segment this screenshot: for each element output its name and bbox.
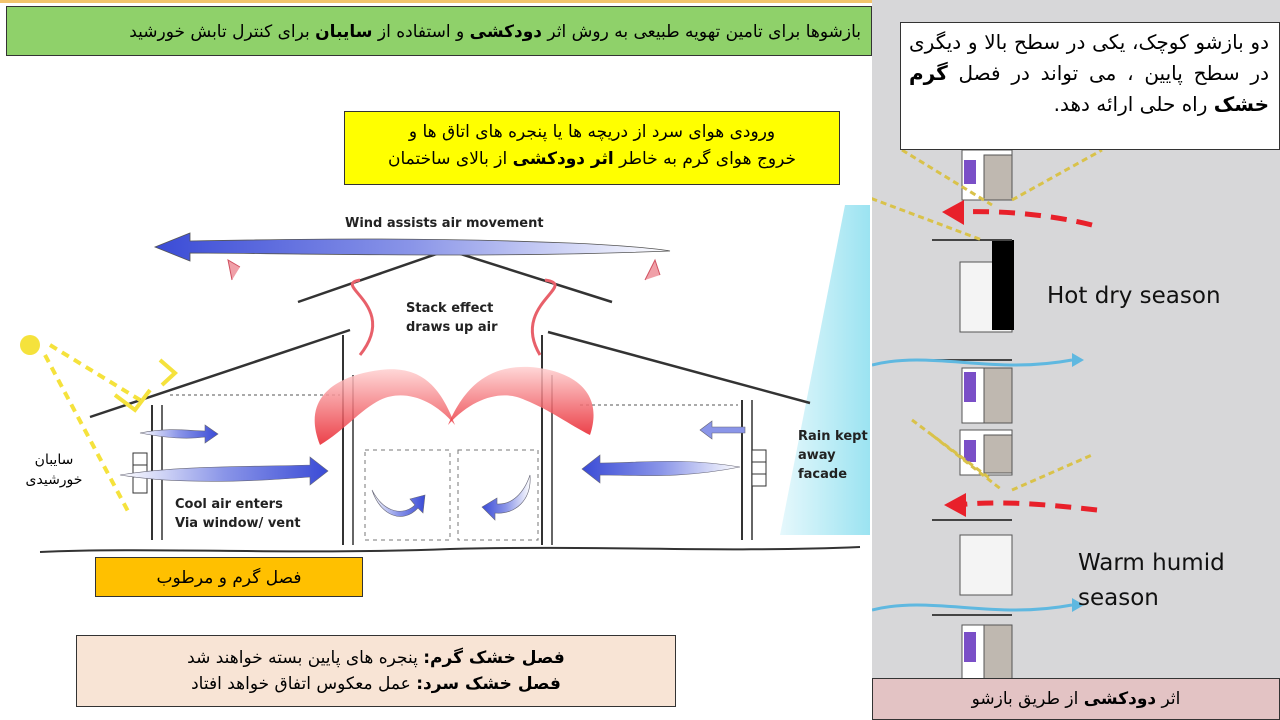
season-note-hot-dry bbox=[77, 645, 675, 671]
right-roof bbox=[548, 332, 810, 403]
season-notes bbox=[76, 635, 676, 707]
season-note-cold-dry-text: عمل معکوس اتفاق خواهد افتاد bbox=[191, 674, 417, 694]
swirl-right bbox=[482, 475, 530, 520]
rain-label-2: away bbox=[798, 448, 836, 463]
cool-air-note-line2-b: از بالای ساختمان bbox=[387, 149, 513, 169]
cool-air-arrow-right-upper bbox=[700, 421, 745, 439]
two-openings-bold: گرم خشک bbox=[909, 61, 1269, 116]
cool-air-note bbox=[344, 111, 840, 185]
cool-air-arrow-right bbox=[582, 455, 740, 483]
cool-air-label-1: Cool air enters bbox=[175, 497, 283, 512]
season-note-cold-dry bbox=[77, 671, 675, 697]
black-shaft bbox=[992, 240, 1014, 330]
center-roof bbox=[298, 250, 612, 302]
season-note-hot-dry-text: پنجره های پایین بسته خواهند شد bbox=[187, 648, 424, 668]
wind-label: Wind assists air movement bbox=[345, 216, 544, 231]
two-openings-note bbox=[900, 22, 1280, 150]
two-openings-text-1: دو بازشو کوچک، یکی در سطح بالا و دیگری در سطح پایین ، می تواند در فصل bbox=[909, 30, 1269, 85]
ventilation-diagram bbox=[0, 195, 870, 585]
cool-air-note-line2-bold: اثر دودکشی bbox=[512, 149, 614, 169]
ground-line bbox=[40, 547, 860, 552]
stack-caption-text-1: اثر bbox=[1156, 689, 1181, 709]
wind-arrow bbox=[155, 233, 670, 261]
season-note-cold-dry-bold: فصل خشک سرد: bbox=[416, 674, 561, 694]
stack-effect-caption bbox=[872, 678, 1280, 720]
two-openings-text-2: راه حلی ارائه دهد. bbox=[1053, 92, 1214, 116]
title-bold-2: سایبان bbox=[315, 22, 373, 42]
cool-air-note-line2 bbox=[357, 146, 827, 173]
stack-label-2: draws up air bbox=[406, 320, 498, 335]
title-text-3: برای کنترل تابش خورشید bbox=[129, 22, 316, 42]
sun-shade-label bbox=[14, 450, 94, 490]
sun-shade-label-line2: خورشیدی bbox=[25, 472, 83, 488]
rain-label-3: facade bbox=[798, 467, 848, 482]
cool-air-label-2: Via window/ vent bbox=[175, 516, 301, 531]
hot-dry-label: Hot dry season bbox=[1047, 283, 1221, 309]
cool-air-note-line1: ورودی هوای سرد از دریچه ها یا پنجره های اتاق ها و bbox=[408, 122, 776, 142]
title-text-2: و استفاده از bbox=[372, 22, 470, 42]
rain-curtain bbox=[780, 205, 870, 535]
sun-icon bbox=[20, 335, 40, 355]
stack-arrow-left bbox=[315, 369, 455, 445]
stack-label-1: Stack effect bbox=[406, 301, 494, 316]
stack-caption-bold: دودکشی bbox=[1083, 689, 1157, 709]
right-window bbox=[752, 450, 766, 486]
title-box bbox=[6, 6, 872, 56]
title-text-1: بازشوها برای تامین تهویه طبیعی به روش اثر bbox=[542, 22, 861, 42]
hot-humid-season-label: فصل گرم و مرطوب bbox=[95, 557, 363, 597]
sun-shade-label-line1: سایبان bbox=[34, 452, 74, 468]
title-bold-1: دودکشی bbox=[469, 22, 543, 42]
dashed-box-left bbox=[365, 450, 450, 540]
swirl-left bbox=[372, 490, 425, 516]
season-note-hot-dry-bold: فصل خشک گرم: bbox=[423, 648, 565, 668]
stack-caption-text-2: از طریق بازشو bbox=[971, 689, 1084, 709]
stack-arrow-right bbox=[448, 367, 594, 435]
cool-air-note-line2-a: خروج هوای گرم به خاطر bbox=[613, 149, 797, 169]
warm-humid-label-1: Warm humid bbox=[1078, 550, 1225, 576]
warm-humid-label-2: season bbox=[1078, 585, 1159, 611]
rain-label-1: Rain kept bbox=[798, 429, 868, 444]
